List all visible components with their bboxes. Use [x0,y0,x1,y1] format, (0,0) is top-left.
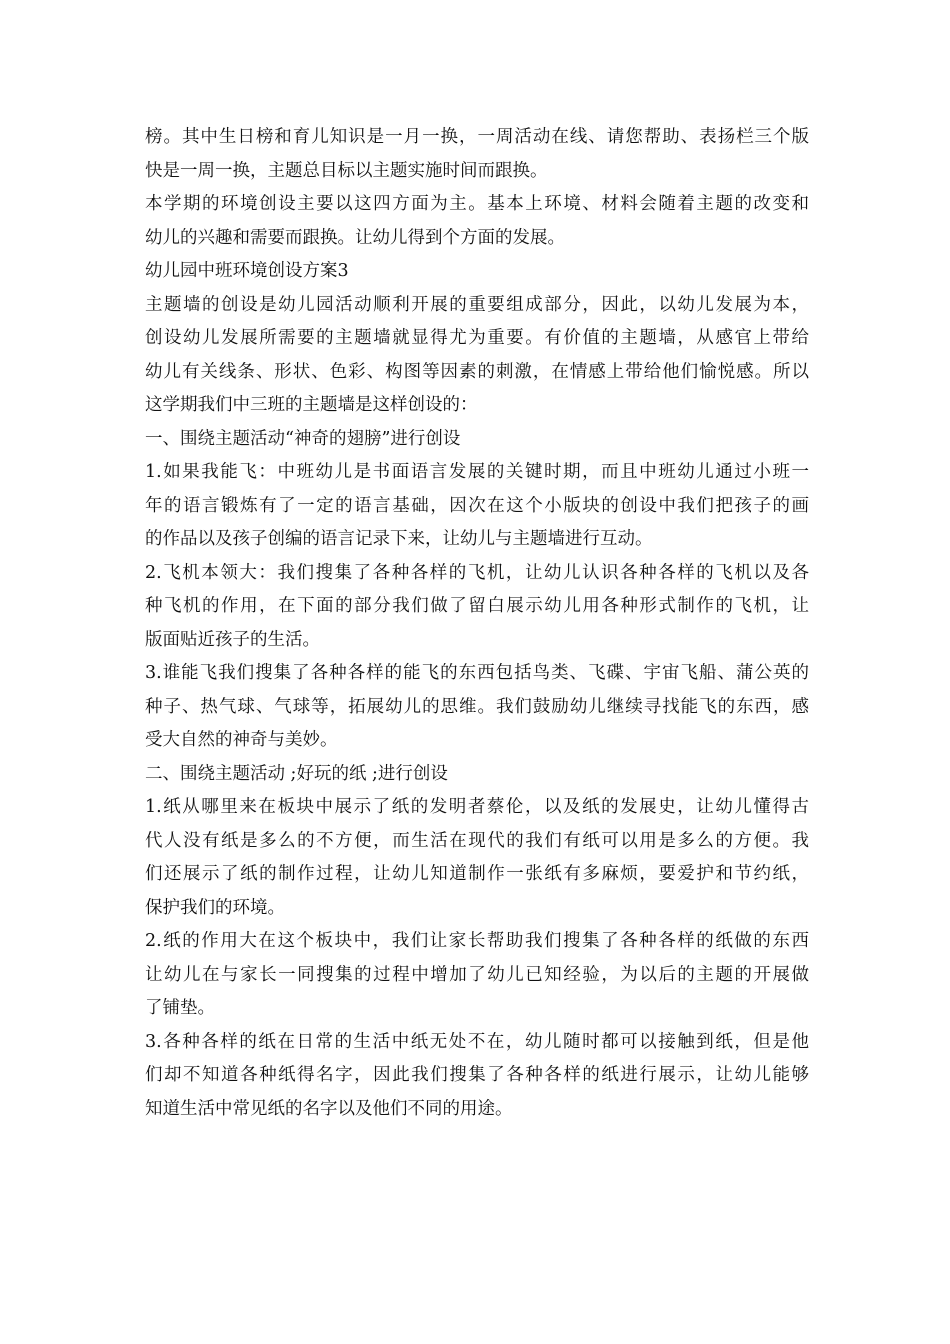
text-line: 2.飞机本领大：我们搜集了各种各样的飞机，让幼儿认识各种各样的飞机以及各 [145,562,809,583]
text-line: 种子、热气球、气球等，拓展幼儿的思维。我们鼓励幼儿继续寻找能飞的东西，感 [145,696,809,717]
text-line: 2.纸的作用大在这个板块中，我们让家长帮助我们搜集了各种各样的纸做的东西 [145,931,809,951]
text-line: 知道生活中常见纸的名字以及他们不同的用途。 [145,1098,513,1119]
text-line: 这学期我们中三班的主题墙是这样创设的： [145,395,478,415]
text-line: 版面贴近孩子的生活。 [145,629,320,650]
text-line: 受大自然的神奇与美妙。 [145,730,338,750]
text-line: 代人没有纸是多么的不方便，而生活在现代的我们有纸可以用是多么的方便。我 [145,830,809,851]
text-line: 年的语言锻炼有了一定的语言基础，因次在这个小版块的创设中我们把孩子的画 [145,495,809,516]
text-line: 们还展示了纸的制作过程，让幼儿知道制作一张纸有多麻烦，要爱护和节约纸， [145,864,809,884]
text-line: 种飞机的作用，在下面的部分我们做了留白展示幼儿用各种形式制作的飞机，让 [145,596,809,616]
text-line: 幼儿的兴趣和需要而跟换。让幼儿得到个方面的发展。 [145,227,565,248]
text-line: 让幼儿在与家长一同搜集的过程中增加了幼儿已知经验，为以后的主题的开展做 [145,964,809,985]
text-line: 3.各种各样的纸在日常的生活中纸无处不在，幼儿随时都可以接触到纸，但是他 [145,1031,809,1052]
text-line: 们却不知道各种纸得名字，因此我们搜集了各种各样的纸进行展示，让幼儿能够 [145,1065,809,1085]
text-line: 创设幼儿发展所需要的主题墙就显得尤为重要。有价值的主题墙，从感官上带给 [145,328,809,348]
text-line: 二、围绕主题活动 ;好玩的纸 ;进行创设 [145,763,448,784]
text-line: 了铺垫。 [145,998,215,1018]
text-line: 幼儿园中班环境创设方案3 [145,261,349,281]
text-line: 榜。其中生日榜和育儿知识是一月一换，一周活动在线、请您帮助、表扬栏三个版 [145,127,809,147]
text-line: 的作品以及孩子创编的语言记录下来，让幼儿与主题墙进行互动。 [145,529,653,549]
text-line: 快是一周一换，主题总目标以主题实施时间而跟换。 [145,160,548,181]
text-line: 幼儿有关线条、形状、色彩、构图等因素的刺激，在情感上带给他们愉悦感。所以 [145,361,809,382]
text-line: 本学期的环境创设主要以这四方面为主。基本上环境、材料会随着主题的改变和 [145,194,809,214]
document-body [145,121,809,1126]
text-line: 1.如果我能飞：中班幼儿是书面语言发展的关键时期，而且中班幼儿通过小班一 [145,462,809,482]
text-line: 3.谁能飞我们搜集了各种各样的能飞的东西包括鸟类、飞碟、宇宙飞船、蒲公英的 [145,663,809,683]
text-line: 一、围绕主题活动“神奇的翅膀”进行创设 [145,428,461,449]
text-line: 保护我们的环境。 [145,897,285,918]
text-line: 1.纸从哪里来在板块中展示了纸的发明者蔡伦，以及纸的发展史，让幼儿懂得古 [145,797,809,817]
text-line: 主题墙的创设是幼儿园活动顺利开展的重要组成部分，因此，以幼儿发展为本， [145,294,809,315]
